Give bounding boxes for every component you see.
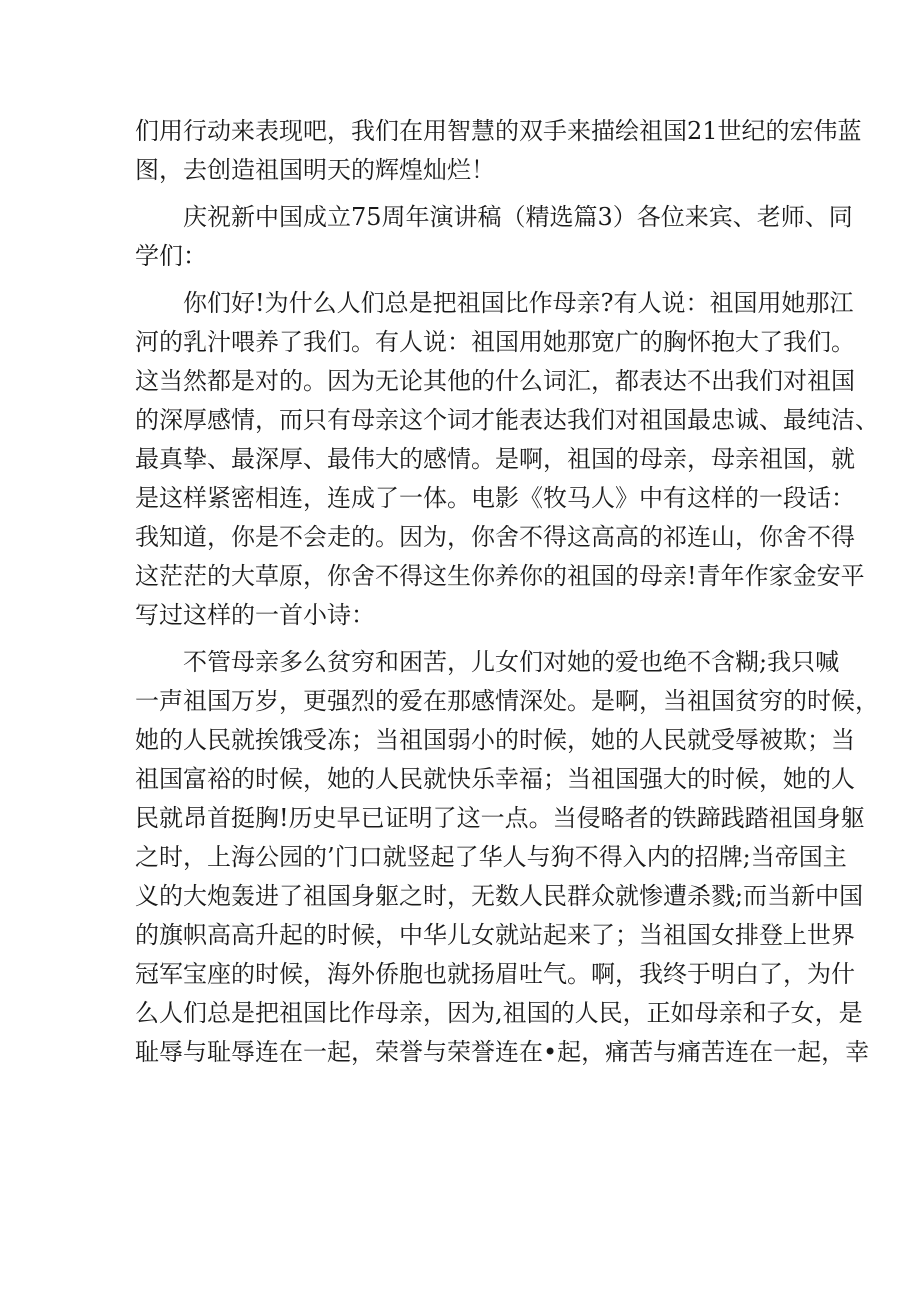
text-line: 这当然都是对的。因为无论其他的什么词汇，都表达不出我们对祖国 bbox=[135, 367, 855, 395]
text-line: 写过这样的一首小诗： bbox=[135, 601, 375, 629]
text-line: 的旗帜高高升起的时候，中华儿女就站起来了；当祖国女排登上世界 bbox=[135, 921, 855, 949]
text-line: 是这样紧密相连，连成了一体。电影《牧马人》中有这样的一段话： bbox=[135, 484, 855, 512]
text-line: 义的大炮轰进了祖国身躯之时，无数人民群众就惨遭杀戮;而当新中国 bbox=[135, 882, 864, 910]
text-line: 冠军宝座的时候，海外侨胞也就扬眉吐气。啊，我终于明白了，为什 bbox=[135, 960, 855, 988]
text-line: 祖国富裕的时候，她的人民就快乐幸福；当祖国强大的时候，她的人 bbox=[135, 765, 855, 793]
text-line: 这茫茫的大草原，你舍不得这生你养你的祖国的母亲!青年作家金安平 bbox=[135, 562, 865, 590]
paragraph-continuation bbox=[135, 112, 862, 190]
paragraph-greeting bbox=[135, 284, 879, 635]
text-line: 民就昂首挺胸!历史早已证明了这一点。当侵略者的铁蹄践踏祖国身躯 bbox=[135, 804, 865, 832]
text-line: 耻辱与耻辱连在一起，荣誉与荣誉连在•起，痛苦与痛苦连在一起，幸 bbox=[135, 1038, 870, 1066]
text-line: 之时，上海公园的’门口就竖起了华人与狗不得入内的招牌;当帝国主 bbox=[135, 843, 847, 871]
text-line: 庆祝新中国成立75周年演讲稿（精选篇3）各位来宾、老师、同 bbox=[183, 203, 853, 231]
text-line: 我知道，你是不会走的。因为，你舍不得这高高的祁连山，你舍不得 bbox=[135, 523, 855, 551]
text-line: 她的人民就挨饿受冻；当祖国弱小的时候，她的人民就受辱被欺；当 bbox=[135, 726, 855, 754]
text-line: 学们： bbox=[135, 242, 207, 270]
text-line: 你们好!为什么人们总是把祖国比作母亲?有人说：祖国用她那江 bbox=[183, 289, 854, 317]
paragraph-speech-title bbox=[135, 198, 853, 276]
text-line: 不管母亲多么贫穷和困苦，儿女们对她的爱也绝不含糊;我只喊 bbox=[183, 648, 840, 676]
text-line: 图，去创造祖国明天的辉煌灿烂！ bbox=[135, 156, 495, 184]
text-line: 么人们总是把祖国比作母亲，因为,祖国的人民，正如母亲和子女，是 bbox=[135, 999, 863, 1027]
document-body bbox=[135, 112, 879, 1072]
text-line: 们用行动来表现吧，我们在用智慧的双手来描绘祖国21世纪的宏伟蓝 bbox=[135, 117, 862, 145]
text-line: 河的乳汁喂养了我们。有人说：祖国用她那宽广的胸怀抱大了我们。 bbox=[135, 328, 855, 356]
text-line: 最真挚、最深厚、最伟大的感情。是啊，祖国的母亲，母亲祖国，就 bbox=[135, 445, 855, 473]
paragraph-poem bbox=[135, 643, 879, 1072]
text-line: 一声祖国万岁，更强烈的爱在那感情深处。是啊，当祖国贫穷的时候， bbox=[135, 687, 879, 715]
text-line: 的深厚感情，而只有母亲这个词才能表达我们对祖国最忠诚、最纯洁、 bbox=[135, 406, 879, 434]
